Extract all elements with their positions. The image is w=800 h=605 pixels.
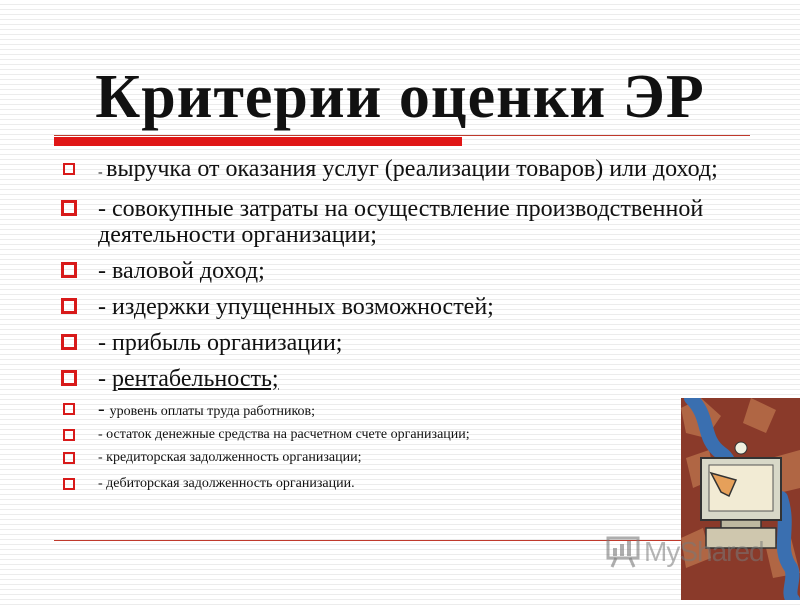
square-bullet-icon: [63, 478, 75, 490]
list-item-dash: -: [98, 398, 110, 420]
list-item: [58, 449, 758, 467]
list-item-text: выручка от оказания услуг (реализации товаров) или доход;: [106, 156, 718, 182]
list-item: [58, 156, 758, 186]
computer-screen-clipart-icon: [681, 398, 800, 600]
watermark-text: MyShared: [644, 536, 764, 567]
title-accent-bar: [54, 137, 462, 146]
list-item-text: - кредиторская задолженность организации;: [98, 450, 362, 465]
list-item: [58, 294, 758, 320]
watermark-logo: [606, 536, 764, 568]
list-item: [58, 196, 758, 248]
list-item-text: - валовой доход;: [98, 258, 265, 284]
criteria-list: [58, 156, 758, 498]
square-bullet-icon: [63, 452, 75, 464]
square-bullet-icon: [61, 262, 77, 278]
list-item-dash: -: [98, 366, 112, 392]
square-bullet-icon: [63, 163, 75, 175]
slide-title: Критерии оценки ЭР: [95, 63, 705, 131]
list-item-text: - издержки упущенных возможностей;: [98, 294, 494, 320]
list-item: [58, 258, 758, 284]
list-item-text: уровень оплаты труда работников;: [109, 404, 316, 419]
square-bullet-icon: [61, 298, 77, 314]
presentation-board-icon: [606, 536, 640, 568]
title-divider-line: [54, 135, 750, 136]
square-bullet-icon: [63, 429, 75, 441]
list-item: [58, 475, 758, 493]
list-item: [58, 426, 758, 444]
list-item-text: - совокупные затраты на осуществление производственной деятельности организации;: [98, 196, 704, 248]
square-bullet-icon: [61, 334, 77, 350]
list-item: [58, 366, 758, 392]
computer-screen-clipart: [681, 398, 800, 600]
list-item: [58, 330, 758, 356]
list-item-text: - дебиторская задолженность организации.: [98, 476, 355, 491]
square-bullet-icon: [61, 370, 77, 386]
square-bullet-icon: [63, 403, 75, 415]
square-bullet-icon: [61, 200, 77, 216]
list-item-dash: -: [98, 165, 107, 180]
list-item-text: рентабельность;: [112, 366, 279, 392]
list-item-text: - остаток денежные средства на расчетном счете организации;: [98, 427, 470, 442]
list-item-text: - прибыль организации;: [98, 330, 343, 356]
list-item: [58, 400, 758, 421]
